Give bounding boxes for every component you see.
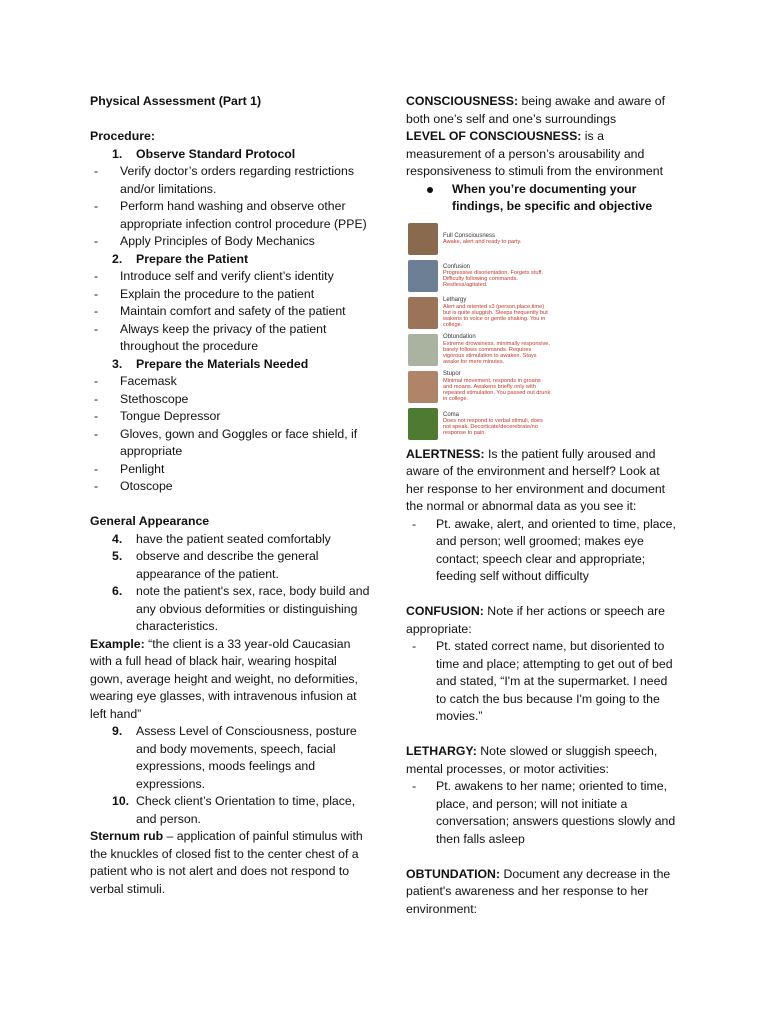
lethargy-text: Note slowed or sluggish speech, mental processes, or motor activities:	[406, 744, 658, 776]
loc-level-text	[443, 412, 551, 437]
example-paragraph	[90, 636, 372, 724]
procedure-list-item: - Stethoscope	[94, 391, 189, 406]
procedure-item-text: Verify doctor’s orders regarding restrictions and/or limitations.	[120, 164, 354, 196]
procedure-list-item: - Maintain comfort and safety of the patient	[94, 304, 346, 318]
numbered-item	[90, 548, 372, 583]
consciousness-text: being awake and aware of both one’s self and one’s surroundings	[406, 94, 666, 126]
procedure-list-item: - Apply Principles of Body Mechanics	[94, 234, 315, 248]
procedure-item-text: Maintain comfort and safety of the patient	[120, 304, 346, 318]
procedure-list-item: - Gloves, gown and Goggles or face shield, if appropriate	[94, 426, 358, 458]
sternum-rub-text: – application of painful stimulus with the knuckles of closed fist to the center chest of a patient who is not alert and does not respond to verbal stimuli.	[90, 829, 363, 896]
loc-level-name: Lethargy	[443, 297, 467, 304]
procedure-list-item: - Otoscope	[94, 479, 173, 493]
procedure-item-text: Introduce self and verify client’s identity	[120, 269, 334, 283]
documenting-bullet-text: When you’re documenting your findings, be specific and objective	[452, 181, 653, 213]
procedure-list-item: - Always keep the privacy of the patient throughout the procedure	[94, 321, 327, 353]
loc-level-name: Stupor	[443, 371, 461, 378]
item-number: 9.	[112, 724, 123, 738]
step-number: 1.	[112, 146, 123, 161]
procedure-list-item: - Penlight	[94, 461, 165, 476]
loc-level-text	[443, 233, 551, 245]
item-number: 6.	[112, 584, 123, 598]
confusion-label: CONFUSION:	[406, 604, 484, 618]
general-appearance-list	[90, 531, 372, 636]
obtundation-paragraph	[406, 866, 678, 919]
loc-label: LEVEL OF CONSCIOUSNESS:	[406, 129, 582, 143]
procedure-list-item: - Facemask	[94, 374, 177, 388]
loc-level-name: Obtundation	[443, 334, 476, 341]
procedure-heading: Procedure:	[90, 129, 155, 143]
step-number: 2.	[112, 251, 123, 266]
numbered-item	[90, 723, 372, 793]
step-number: 3.	[112, 356, 123, 371]
procedure-item-text: Stethoscope	[120, 391, 189, 406]
loc-level-row	[408, 370, 553, 405]
alertness-label: ALERTNESS:	[406, 446, 485, 461]
loc-level-text	[443, 297, 551, 328]
loc-level-text	[443, 371, 551, 402]
step-label: Prepare the Materials Needed	[136, 356, 309, 371]
loc-level-row	[408, 296, 553, 331]
loc-level-row	[408, 333, 553, 368]
procedure-steps	[90, 146, 372, 496]
lethargy-example: - Pt. awakens to her name; oriented to time, place, and person; will not initiate a conversation; answers questions slowly and then falls asleep	[412, 779, 676, 846]
procedure-item-text: Perform hand washing and observe other appropriate infection control procedure (PPE)	[120, 199, 367, 231]
left-column	[90, 93, 372, 898]
procedure-step-heading	[90, 356, 372, 374]
loc-level-name: Full Consciousness	[443, 232, 496, 239]
item-text: observe and describe the general appearance of the patient.	[136, 549, 319, 581]
confusion-example: - Pt. stated correct name, but disoriented to time and place; attempting to get out of bed and stated, “I'm at the supermarket. I need to catch the bus because I'm going to the movies.”	[412, 639, 673, 723]
loc-level-photo	[408, 260, 438, 292]
alertness-example-text: Pt. awake, alert, and oriented to time, place, and person; well groomed; makes eye contact; speech clear and appropriate; feeding self without difficulty	[436, 516, 676, 583]
loc-level-photo	[408, 334, 438, 366]
step-label: Observe Standard Protocol	[136, 146, 296, 161]
document-title: Physical Assessment (Part 1)	[90, 94, 262, 108]
loc-level-desc: Progressive disorientation. Forgets stuff. Difficulty following commands. Restless/agitated.	[443, 269, 544, 289]
loc-level-row	[408, 259, 553, 294]
alertness-example: - Pt. awake, alert, and oriented to time, place, and person; well groomed; makes eye contact; speech clear and appropriate; feeding self without difficulty	[412, 516, 676, 583]
loc-level-desc: Extreme drowsiness, minimally responsive, barely follows commands. Requires vigorous stimulation to awaken. Stays awake for mere minutes.	[443, 340, 550, 366]
loc-level-photo	[408, 297, 438, 329]
alertness-text: Is the patient fully aroused and aware of the environment and herself? Look at her response to her environment and document the normal or abnormal data as you see it:	[406, 446, 666, 513]
documenting-bullet	[406, 181, 678, 216]
numbered-item	[90, 531, 372, 549]
loc-level-photo	[408, 408, 438, 440]
loc-level-photo	[408, 371, 438, 403]
numbered-item	[90, 793, 372, 828]
procedure-step-heading	[90, 146, 372, 164]
numbered-item	[90, 583, 372, 636]
assessment-list	[90, 723, 372, 828]
procedure-item-text: Penlight	[120, 461, 165, 476]
consciousness-definition	[406, 93, 678, 128]
loc-levels-figure	[408, 222, 553, 442]
loc-level-text	[443, 334, 551, 365]
procedure-list-item: - Explain the procedure to the patient	[94, 286, 315, 301]
procedure-list-item: - Introduce self and verify client’s identity	[94, 269, 334, 283]
loc-level-desc: Awake, alert and ready to party.	[443, 239, 522, 245]
confusion-text: Note if her actions or speech are appropriate:	[406, 604, 666, 636]
procedure-item-text: Tongue Depressor	[120, 409, 221, 423]
procedure-list-item: - Verify doctor’s orders regarding restrictions and/or limitations.	[94, 164, 354, 196]
procedure-item-text: Apply Principles of Body Mechanics	[120, 234, 315, 248]
bullet-dot-icon	[427, 187, 433, 193]
example-label: Example:	[90, 636, 145, 651]
item-text: note the patient's sex, race, body build and any obvious deformities or distinguishing characteristics.	[136, 584, 370, 633]
procedure-list-item: - Perform hand washing and observe other appropriate infection control procedure (PPE)	[94, 199, 367, 231]
step-label: Prepare the Patient	[136, 251, 249, 266]
loc-level-row	[408, 222, 553, 257]
loc-level-desc: Does not respond to verbal stimuli, does not speak. Decorticate/decerebrate/no response to pain.	[443, 417, 543, 437]
alertness-paragraph	[406, 446, 678, 516]
sternum-rub-label: Sternum rub	[90, 829, 164, 843]
loc-level-desc: Minimal movement, responds in groans and moans. Awakens briefly only with repeated stimulation. You passed out drunk in college.	[443, 377, 551, 403]
procedure-list-item: - Tongue Depressor	[94, 409, 221, 423]
consciousness-label: CONSCIOUSNESS:	[406, 94, 519, 108]
loc-level-name: Confusion	[443, 263, 471, 270]
loc-definition	[406, 128, 678, 181]
item-number: 10.	[112, 794, 130, 808]
procedure-item-text: Explain the procedure to the patient	[120, 286, 315, 301]
loc-text: is a measurement of a person’s arousability and responsiveness to stimuli from the environment	[406, 129, 663, 178]
obtundation-label: OBTUNDATION:	[406, 866, 501, 881]
right-column	[406, 93, 678, 918]
loc-level-name: Coma	[443, 411, 460, 418]
sternum-rub-paragraph	[90, 828, 372, 898]
confusion-paragraph	[406, 603, 678, 638]
lethargy-label: LETHARGY:	[406, 744, 477, 758]
loc-level-photo	[408, 223, 438, 255]
item-number: 5.	[112, 549, 123, 563]
loc-level-text	[443, 264, 551, 289]
item-number: 4.	[112, 531, 123, 546]
general-appearance-heading: General Appearance	[90, 514, 210, 528]
procedure-item-text: Always keep the privacy of the patient throughout the procedure	[120, 321, 327, 353]
lethargy-paragraph	[406, 743, 678, 778]
procedure-item-text: Otoscope	[120, 479, 173, 493]
procedure-item-text: Facemask	[120, 374, 177, 388]
item-text: Check client’s Orientation to time, place, and person.	[136, 794, 356, 826]
confusion-example-text: Pt. stated correct name, but disoriented to time and place; attempting to get out of bed and stated, “I'm at the supermarket. I need to catch the bus because I'm going to the movies.”	[436, 639, 673, 723]
loc-level-row	[408, 407, 553, 442]
example-text: “the client is a 33 year-old Caucasian with a full head of black hair, wearing hospital gown, average height and weight, no deformities, wearing eye glasses, with intravenous infusion at left hand”	[90, 636, 358, 721]
obtundation-text: Document any decrease in the patient's awareness and her response to her environment:	[406, 866, 671, 916]
procedure-step-heading	[90, 251, 372, 269]
procedure-item-text: Gloves, gown and Goggles or face shield, if appropriate	[120, 426, 358, 458]
lethargy-example-text: Pt. awakens to her name; oriented to time, place, and person; will not initiate a conversation; answers questions slowly and then falls asleep	[436, 779, 676, 846]
loc-level-desc: Alert and oriented x3 (person,place,time) but is quite sluggish. Sleeps frequently but wakens to voice or gentle shaking. You in college.	[443, 303, 548, 329]
item-text: Assess Level of Consciousness, posture and body movements, speech, facial expressions, moods feelings and expressions.	[136, 724, 357, 791]
item-text: have the patient seated comfortably	[136, 531, 331, 546]
